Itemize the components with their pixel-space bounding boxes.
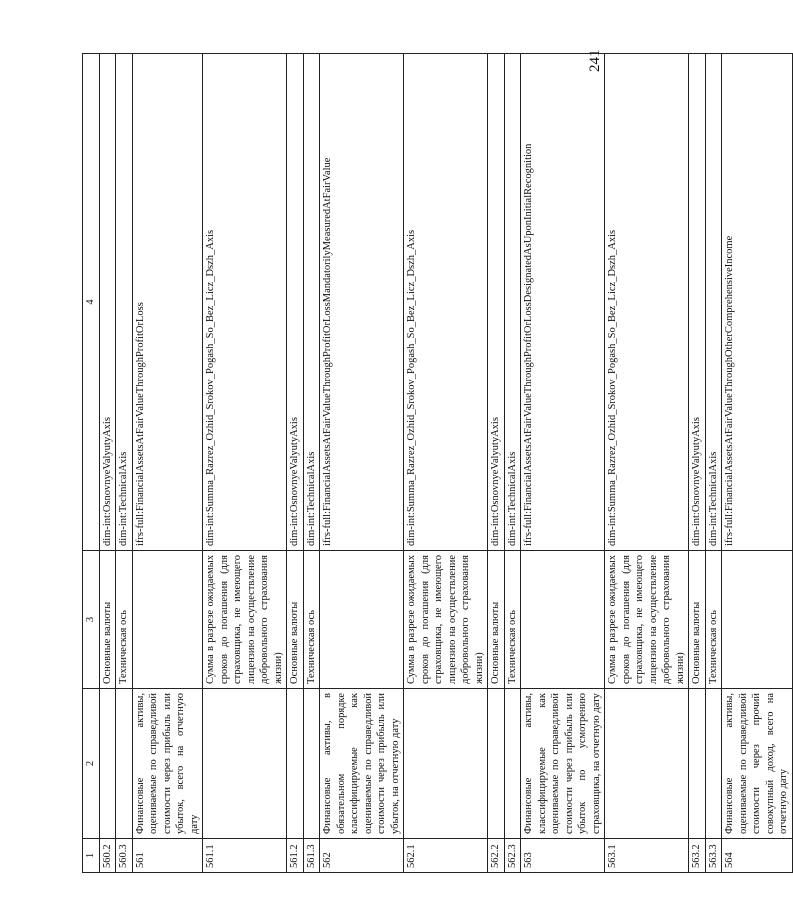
row-desc-cell [521, 551, 605, 689]
table-row [705, 54, 722, 873]
row-name-cell [689, 689, 706, 839]
table-row [99, 54, 116, 873]
data-table [82, 53, 793, 873]
row-desc-cell: Основные валюты [287, 551, 304, 689]
row-desc-cell: Техническая ось [504, 551, 521, 689]
row-name-cell [488, 689, 505, 839]
row-id-cell: 562.1 [404, 839, 488, 873]
table-row [504, 54, 521, 873]
row-name-cell: Финансовые активы, оцениваемые по справедливой стоимости через прочий совокупный доход, всего на отчетную дату [722, 689, 793, 839]
row-code-cell: ifrs-full:FinancialAssetsAtFairValueThroughOtherComprehensiveIncome [722, 54, 793, 551]
row-code-cell: dim-int:Summa_Razrez_Ozhid_Srokov_Pogash_So_Bez_Licz_Dszh_Axis [404, 54, 488, 551]
header-cell: 1 [83, 839, 100, 873]
row-name-cell [203, 689, 287, 839]
row-code-cell: dim-int:OsnovnyeValyutyAxis [488, 54, 505, 551]
row-id-cell: 563.1 [605, 839, 689, 873]
row-id-cell: 561.3 [303, 839, 320, 873]
row-desc-cell: Сумма в разрезе ожидаемых сроков до погашения (для страховщика, не имеющего лицензию на осуществление добровольного страхования жизни) [203, 551, 287, 689]
row-name-cell [99, 689, 116, 839]
row-id-cell: 561 [132, 839, 203, 873]
row-id-cell: 561.2 [287, 839, 304, 873]
row-desc-cell: Техническая ось [705, 551, 722, 689]
table-row [722, 54, 793, 873]
row-id-cell: 560.3 [116, 839, 133, 873]
page-number: 241 [587, 49, 603, 72]
row-desc-cell [320, 551, 404, 689]
row-code-cell: dim-int:Summa_Razrez_Ozhid_Srokov_Pogash_So_Bez_Licz_Dszh_Axis [203, 54, 287, 551]
row-code-cell: dim-int:OsnovnyeValyutyAxis [99, 54, 116, 551]
table-row [320, 54, 404, 873]
row-name-cell [504, 689, 521, 839]
row-id-cell: 562.3 [504, 839, 521, 873]
table-row [303, 54, 320, 873]
row-name-cell [303, 689, 320, 839]
row-desc-cell: Основные валюты [99, 551, 116, 689]
row-id-cell: 563 [521, 839, 605, 873]
row-desc-cell [132, 551, 203, 689]
table-row [488, 54, 505, 873]
row-code-cell: ifrs-full:FinancialAssetsAtFairValueThroughProfitOrLossMandatorilyMeasuredAtFairValue [320, 54, 404, 551]
table-row [404, 54, 488, 873]
row-code-cell: ifrs-full:FinancialAssetsAtFairValueThroughProfitOrLoss [132, 54, 203, 551]
row-name-cell [605, 689, 689, 839]
row-code-cell: dim-int:TechnicalAxis [116, 54, 133, 551]
table-row [116, 54, 133, 873]
row-name-cell [705, 689, 722, 839]
row-id-cell: 564 [722, 839, 793, 873]
table-row [521, 54, 605, 873]
header-cell: 2 [83, 689, 100, 839]
row-name-cell [404, 689, 488, 839]
row-desc-cell: Основные валюты [689, 551, 706, 689]
table-header-row [83, 54, 100, 873]
row-name-cell [287, 689, 304, 839]
row-id-cell: 563.3 [705, 839, 722, 873]
table-row [132, 54, 203, 873]
row-id-cell: 562.2 [488, 839, 505, 873]
row-desc-cell: Техническая ось [303, 551, 320, 689]
table-row [287, 54, 304, 873]
row-name-cell: Финансовые активы, классифицируемые как оцениваемые по справедливой стоимости через прибыль или убыток по усмотрению страховщика, на отчетную дату [521, 689, 605, 839]
row-desc-cell: Техническая ось [116, 551, 133, 689]
row-code-cell: ifrs-full:FinancialAssetsAtFairValueThroughProfitOrLossDesignatedAsUponInitialRecognition [521, 54, 605, 551]
header-cell: 4 [83, 54, 100, 551]
table-row [689, 54, 706, 873]
table-row [203, 54, 287, 873]
row-code-cell: dim-int:TechnicalAxis [303, 54, 320, 551]
row-id-cell: 561.1 [203, 839, 287, 873]
row-name-cell: Финансовые активы, оцениваемые по справедливой стоимости через прибыль или убыток, всего на отчетную дату [132, 689, 203, 839]
row-code-cell: dim-int:Summa_Razrez_Ozhid_Srokov_Pogash_So_Bez_Licz_Dszh_Axis [605, 54, 689, 551]
row-code-cell: dim-int:OsnovnyeValyutyAxis [287, 54, 304, 551]
row-id-cell: 563.2 [689, 839, 706, 873]
row-code-cell: dim-int:TechnicalAxis [705, 54, 722, 551]
row-desc-cell: Сумма в разрезе ожидаемых сроков до погашения (для страховщика, не имеющего лицензию на осуществление добровольного страхования жизни) [404, 551, 488, 689]
row-name-cell: Финансовые активы, в обязательном порядке классифицируемые как оцениваемые по справедливой стоимости через прибыль или убыток, на отчетную дату [320, 689, 404, 839]
row-desc-cell: Основные валюты [488, 551, 505, 689]
row-id-cell: 560.2 [99, 839, 116, 873]
row-code-cell: dim-int:TechnicalAxis [504, 54, 521, 551]
row-code-cell: dim-int:OsnovnyeValyutyAxis [689, 54, 706, 551]
table-row [605, 54, 689, 873]
row-id-cell: 562 [320, 839, 404, 873]
row-name-cell [116, 689, 133, 839]
header-cell: 3 [83, 551, 100, 689]
row-desc-cell: Сумма в разрезе ожидаемых сроков до погашения (для страховщика, не имеющего лицензию на осуществление добровольного страхования жизни) [605, 551, 689, 689]
row-desc-cell [722, 551, 793, 689]
